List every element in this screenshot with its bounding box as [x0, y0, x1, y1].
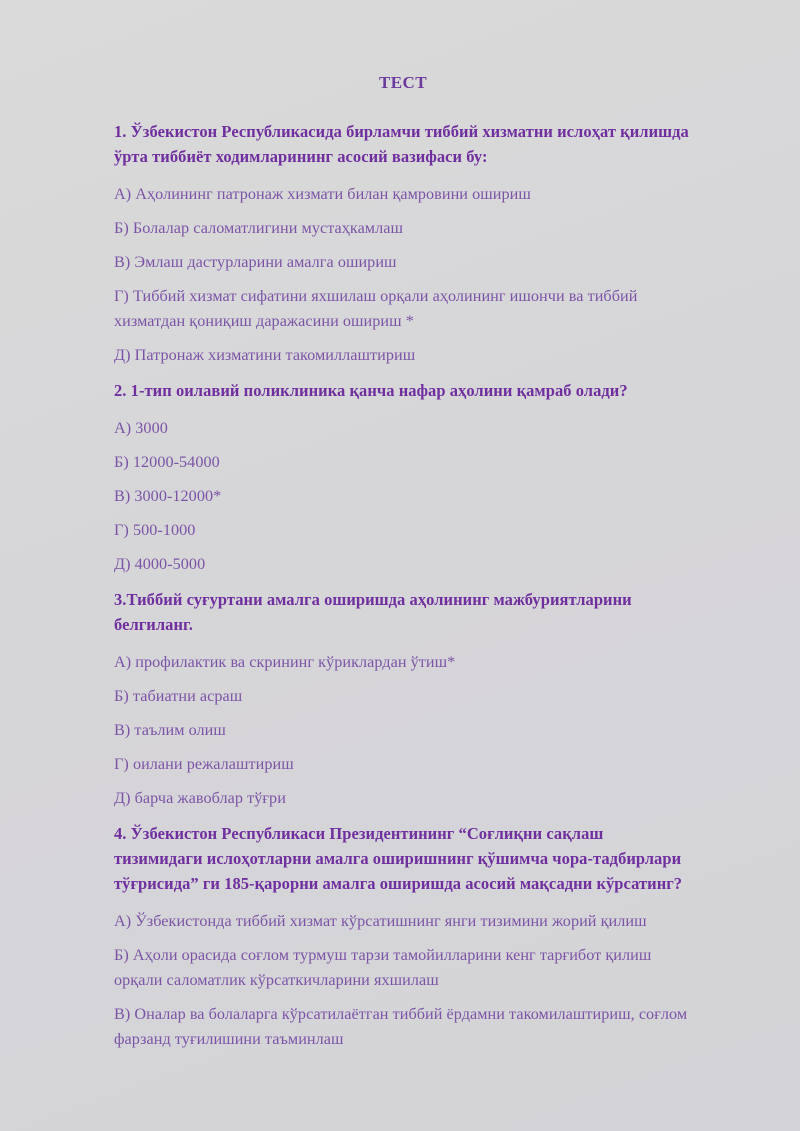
question-text-4: 4. Ўзбекистон Республикаси Президентининг “Соғлиқни сақлаш тизимидаги ислоҳотларни амалга оширишнинг қўшимча чора-тадбирлари тўғрисида” ги 185-қарорни амалга оширишда асосий мақсадни кўрсатинг? — [114, 824, 683, 894]
page-title: ТЕСТ — [379, 73, 427, 92]
option-2-v[interactable]: В) 3000-12000* — [114, 487, 222, 506]
question-block-1 — [114, 111, 692, 368]
question-text-3: 3.Тиббий суғуртани амалга оширишда аҳолининг мажбуриятларини белгиланг. — [114, 590, 632, 635]
question-block-4 — [114, 813, 692, 1052]
option-4-v[interactable]: В) Оналар ва болаларга кўрсатилаётган тиббий ёрдамни такомилаштириш, соғлом фарзанд туғилишини таъминлаш — [114, 1005, 688, 1049]
option-1-v[interactable]: В) Эмлаш дастурларини амалга ошириш — [114, 253, 397, 272]
option-3-g[interactable]: Г) оилани режалаштириш — [114, 755, 294, 774]
option-4-b[interactable]: Б) Аҳоли орасида соғлом турмуш тарзи тамойилларини кенг тарғибот қилиш орқали саломатлик кўрсаткичларини яхшилаш — [114, 946, 652, 990]
option-3-d[interactable]: Д) барча жавоблар тўғри — [114, 789, 286, 808]
option-1-a[interactable]: А) Аҳолининг патронаж хизмати билан қамровини ошириш — [114, 185, 531, 204]
option-2-b[interactable]: Б) 12000-54000 — [114, 453, 220, 472]
option-3-b[interactable]: Б) табиатни асраш — [114, 687, 243, 706]
option-1-g[interactable]: Г) Тиббий хизмат сифатини яхшилаш орқали аҳолининг ишончи ва тиббий хизматдан қониқиш даражасини ошириш * — [114, 287, 638, 331]
option-3-a[interactable]: А) профилактик ва скрининг кўриклардан ўтиш* — [114, 653, 456, 672]
option-1-b[interactable]: Б) Болалар саломатлигини мустаҳкамлаш — [114, 219, 403, 238]
option-2-g[interactable]: Г) 500-1000 — [114, 521, 196, 540]
question-block-2 — [114, 370, 692, 577]
question-block-3 — [114, 579, 692, 811]
option-4-a[interactable]: А) Ўзбекистонда тиббий хизмат кўрсатишнинг янги тизимини жорий қилиш — [114, 912, 647, 931]
question-text-1: 1. Ўзбекистон Республикасида бирламчи тиббий хизматни ислоҳат қилишда ўрта тиббиёт ходимларининг асосий вазифаси бу: — [114, 122, 689, 167]
option-2-a[interactable]: А) 3000 — [114, 419, 168, 438]
option-3-v[interactable]: В) таълим олиш — [114, 721, 226, 740]
option-1-d[interactable]: Д) Патронаж хизматини такомиллаштириш — [114, 346, 416, 365]
option-2-d[interactable]: Д) 4000-5000 — [114, 555, 206, 574]
question-text-2: 2. 1-тип оилавий поликлиника қанча нафар аҳолини қамраб олади? — [114, 381, 628, 401]
